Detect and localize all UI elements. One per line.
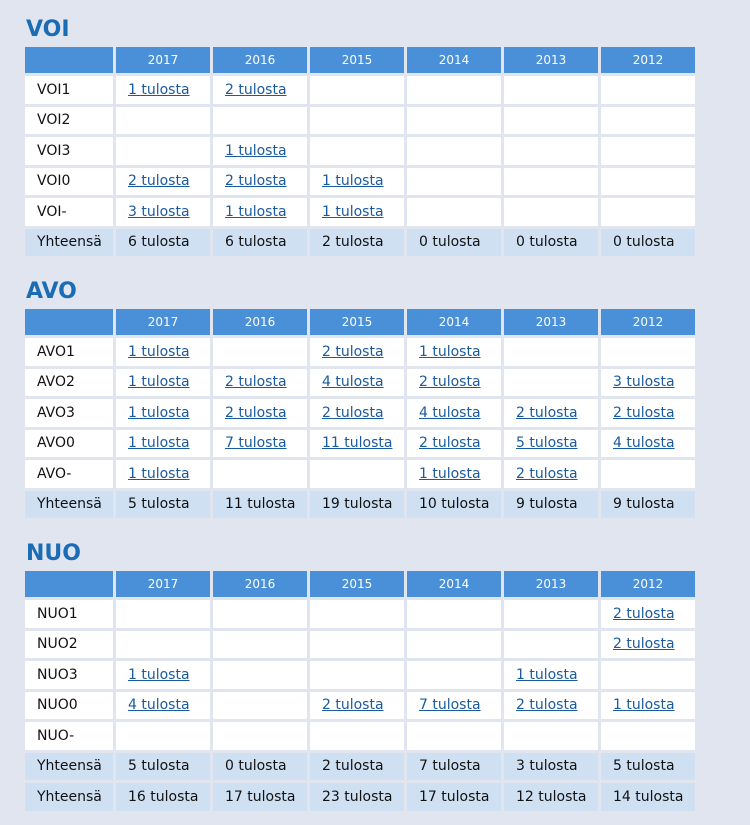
cell-2017 bbox=[116, 722, 210, 750]
cell-2013 bbox=[504, 137, 598, 165]
cell-2015 bbox=[310, 460, 404, 488]
header-row bbox=[25, 309, 695, 335]
cell-2012 bbox=[601, 137, 695, 165]
result-count-link[interactable]: 2 tulosta bbox=[322, 404, 384, 421]
result-count-link[interactable]: 2 tulosta bbox=[225, 374, 287, 391]
table-row bbox=[25, 369, 695, 397]
cell-2015 bbox=[310, 631, 404, 659]
cell-2016 bbox=[213, 338, 307, 366]
table-row bbox=[25, 661, 695, 689]
cell-2012 bbox=[601, 168, 695, 196]
row-label: AVO- bbox=[25, 460, 113, 488]
cell-2015 bbox=[310, 600, 404, 628]
table-row bbox=[25, 168, 695, 196]
cell-2013 bbox=[504, 369, 598, 397]
cell-2014: 7 tulosta bbox=[407, 753, 501, 781]
cell-2012: 14 tulosta bbox=[601, 783, 695, 811]
cell-2016: 6 tulosta bbox=[213, 229, 307, 257]
result-count-link[interactable]: 7 tulosta bbox=[225, 435, 287, 452]
table-row bbox=[25, 631, 695, 659]
cell-2017 bbox=[116, 631, 210, 659]
cell-2017 bbox=[116, 460, 210, 488]
cell-2014 bbox=[407, 722, 501, 750]
cell-2014 bbox=[407, 107, 501, 135]
table-row bbox=[25, 137, 695, 165]
cell-2015: 2 tulosta bbox=[310, 229, 404, 257]
header-row bbox=[25, 571, 695, 597]
cell-2016 bbox=[213, 430, 307, 458]
cell-2013: 0 tulosta bbox=[504, 229, 598, 257]
cell-2015 bbox=[310, 692, 404, 720]
header-corner-cell bbox=[25, 309, 113, 335]
cell-2014 bbox=[407, 76, 501, 104]
cell-2016 bbox=[213, 76, 307, 104]
results-table-voi bbox=[22, 44, 698, 259]
result-count-link[interactable]: 1 tulosta bbox=[128, 465, 190, 482]
result-count-link[interactable]: 2 tulosta bbox=[516, 697, 578, 714]
results-table-avo bbox=[22, 306, 698, 521]
cell-2017: 16 tulosta bbox=[116, 783, 210, 811]
result-count-link[interactable]: 2 tulosta bbox=[613, 636, 675, 653]
cell-2013 bbox=[504, 460, 598, 488]
table-row bbox=[25, 338, 695, 366]
cell-2014 bbox=[407, 430, 501, 458]
table-row bbox=[25, 460, 695, 488]
cell-2017 bbox=[116, 399, 210, 427]
cell-2015: 23 tulosta bbox=[310, 783, 404, 811]
cell-2017 bbox=[116, 198, 210, 226]
cell-2013 bbox=[504, 722, 598, 750]
cell-2014 bbox=[407, 692, 501, 720]
table-row bbox=[25, 399, 695, 427]
result-count-link[interactable]: 1 tulosta bbox=[419, 343, 481, 360]
cell-2017 bbox=[116, 168, 210, 196]
cell-2013 bbox=[504, 76, 598, 104]
section-title-nuo: NUO bbox=[26, 541, 81, 566]
row-label: AVO1 bbox=[25, 338, 113, 366]
cell-2012 bbox=[601, 460, 695, 488]
total-row bbox=[25, 491, 695, 519]
cell-2016 bbox=[213, 137, 307, 165]
table-row bbox=[25, 198, 695, 226]
cell-2016: 11 tulosta bbox=[213, 491, 307, 519]
row-label: VOI1 bbox=[25, 76, 113, 104]
cell-2014 bbox=[407, 369, 501, 397]
year-header-2016: 2016 bbox=[213, 47, 307, 73]
cell-2015 bbox=[310, 198, 404, 226]
table-row bbox=[25, 600, 695, 628]
cell-2014 bbox=[407, 137, 501, 165]
cell-2015 bbox=[310, 369, 404, 397]
cell-2016 bbox=[213, 692, 307, 720]
row-label: AVO0 bbox=[25, 430, 113, 458]
result-count-link[interactable]: 2 tulosta bbox=[516, 465, 578, 482]
header-corner-cell bbox=[25, 571, 113, 597]
result-count-link[interactable]: 2 tulosta bbox=[225, 404, 287, 421]
row-label: VOI0 bbox=[25, 168, 113, 196]
header-row bbox=[25, 47, 695, 73]
year-header-2014: 2014 bbox=[407, 47, 501, 73]
year-header-2015: 2015 bbox=[310, 571, 404, 597]
year-header-2016: 2016 bbox=[213, 309, 307, 335]
result-count-link[interactable]: 2 tulosta bbox=[225, 81, 287, 98]
result-count-link[interactable]: 2 tulosta bbox=[322, 697, 384, 714]
cell-2012 bbox=[601, 600, 695, 628]
row-label: VOI3 bbox=[25, 137, 113, 165]
cell-2015 bbox=[310, 661, 404, 689]
year-header-2012: 2012 bbox=[601, 571, 695, 597]
cell-2016 bbox=[213, 460, 307, 488]
cell-2015 bbox=[310, 722, 404, 750]
cell-2016 bbox=[213, 168, 307, 196]
cell-2012 bbox=[601, 76, 695, 104]
cell-2016 bbox=[213, 600, 307, 628]
result-count-link[interactable]: 1 tulosta bbox=[225, 203, 287, 220]
year-header-2013: 2013 bbox=[504, 47, 598, 73]
table-row bbox=[25, 107, 695, 135]
result-count-link[interactable]: 4 tulosta bbox=[128, 697, 190, 714]
cell-2016: 0 tulosta bbox=[213, 753, 307, 781]
cell-2013 bbox=[504, 692, 598, 720]
table-row bbox=[25, 76, 695, 104]
result-count-link[interactable]: 1 tulosta bbox=[613, 697, 675, 714]
cell-2013 bbox=[504, 399, 598, 427]
row-label: NUO- bbox=[25, 722, 113, 750]
year-header-2015: 2015 bbox=[310, 47, 404, 73]
cell-2013 bbox=[504, 198, 598, 226]
cell-2017 bbox=[116, 692, 210, 720]
results-table-nuo bbox=[22, 568, 698, 814]
cell-2012 bbox=[601, 399, 695, 427]
year-header-2016: 2016 bbox=[213, 571, 307, 597]
result-count-link[interactable]: 1 tulosta bbox=[322, 203, 384, 220]
year-header-2012: 2012 bbox=[601, 47, 695, 73]
cell-2013 bbox=[504, 430, 598, 458]
cell-2016 bbox=[213, 107, 307, 135]
result-count-link[interactable]: 3 tulosta bbox=[128, 203, 190, 220]
cell-2013 bbox=[504, 168, 598, 196]
cell-2015 bbox=[310, 76, 404, 104]
result-count-link[interactable]: 1 tulosta bbox=[225, 142, 287, 159]
cell-2012 bbox=[601, 722, 695, 750]
result-count-link[interactable]: 2 tulosta bbox=[419, 374, 481, 391]
cell-2015: 19 tulosta bbox=[310, 491, 404, 519]
cell-2015 bbox=[310, 430, 404, 458]
cell-2015 bbox=[310, 107, 404, 135]
result-count-link[interactable]: 11 tulosta bbox=[322, 435, 393, 452]
year-header-2013: 2013 bbox=[504, 571, 598, 597]
row-label: NUO3 bbox=[25, 661, 113, 689]
cell-2014 bbox=[407, 168, 501, 196]
cell-2012: 5 tulosta bbox=[601, 753, 695, 781]
row-label: NUO2 bbox=[25, 631, 113, 659]
table-row bbox=[25, 692, 695, 720]
year-header-2014: 2014 bbox=[407, 309, 501, 335]
cell-2012 bbox=[601, 198, 695, 226]
cell-2016: 17 tulosta bbox=[213, 783, 307, 811]
cell-2016 bbox=[213, 198, 307, 226]
result-count-link[interactable]: 1 tulosta bbox=[128, 343, 190, 360]
result-count-link[interactable]: 1 tulosta bbox=[128, 435, 190, 452]
total-row bbox=[25, 783, 695, 811]
cell-2017 bbox=[116, 369, 210, 397]
cell-2012 bbox=[601, 430, 695, 458]
cell-2014 bbox=[407, 661, 501, 689]
result-count-link[interactable]: 1 tulosta bbox=[128, 81, 190, 98]
section-title-voi: VOI bbox=[26, 17, 70, 42]
result-count-link[interactable]: 5 tulosta bbox=[516, 435, 578, 452]
result-count-link[interactable]: 4 tulosta bbox=[419, 404, 481, 421]
cell-2012 bbox=[601, 338, 695, 366]
result-count-link[interactable]: 2 tulosta bbox=[613, 605, 675, 622]
cell-2014 bbox=[407, 198, 501, 226]
year-header-2017: 2017 bbox=[116, 571, 210, 597]
cell-2015 bbox=[310, 137, 404, 165]
result-count-link[interactable]: 2 tulosta bbox=[419, 435, 481, 452]
cell-2017 bbox=[116, 430, 210, 458]
cell-2017 bbox=[116, 600, 210, 628]
cell-2015: 2 tulosta bbox=[310, 753, 404, 781]
cell-2017 bbox=[116, 137, 210, 165]
cell-2014: 10 tulosta bbox=[407, 491, 501, 519]
row-label: VOI2 bbox=[25, 107, 113, 135]
cell-2013 bbox=[504, 338, 598, 366]
year-header-2015: 2015 bbox=[310, 309, 404, 335]
cell-2014 bbox=[407, 600, 501, 628]
total-row bbox=[25, 753, 695, 781]
result-count-link[interactable]: 1 tulosta bbox=[128, 374, 190, 391]
cell-2014: 17 tulosta bbox=[407, 783, 501, 811]
result-count-link[interactable]: 7 tulosta bbox=[419, 697, 481, 714]
result-count-link[interactable]: 2 tulosta bbox=[225, 173, 287, 190]
result-count-link[interactable]: 2 tulosta bbox=[128, 173, 190, 190]
year-header-2012: 2012 bbox=[601, 309, 695, 335]
cell-2016 bbox=[213, 399, 307, 427]
cell-2013: 9 tulosta bbox=[504, 491, 598, 519]
cell-2017 bbox=[116, 661, 210, 689]
total-label: Yhteensä bbox=[25, 753, 113, 781]
cell-2017 bbox=[116, 338, 210, 366]
total-label: Yhteensä bbox=[25, 229, 113, 257]
cell-2012: 0 tulosta bbox=[601, 229, 695, 257]
cell-2013 bbox=[504, 107, 598, 135]
result-count-link[interactable]: 1 tulosta bbox=[516, 666, 578, 683]
row-label: NUO0 bbox=[25, 692, 113, 720]
year-header-2017: 2017 bbox=[116, 47, 210, 73]
section-title-avo: AVO bbox=[26, 279, 77, 304]
cell-2017: 5 tulosta bbox=[116, 753, 210, 781]
year-header-2017: 2017 bbox=[116, 309, 210, 335]
cell-2012 bbox=[601, 661, 695, 689]
cell-2015 bbox=[310, 168, 404, 196]
total-label: Yhteensä bbox=[25, 491, 113, 519]
result-count-link[interactable]: 2 tulosta bbox=[322, 343, 384, 360]
result-count-link[interactable]: 4 tulosta bbox=[322, 374, 384, 391]
cell-2013 bbox=[504, 600, 598, 628]
cell-2012 bbox=[601, 692, 695, 720]
result-count-link[interactable]: 1 tulosta bbox=[419, 465, 481, 482]
cell-2014 bbox=[407, 399, 501, 427]
cell-2014 bbox=[407, 338, 501, 366]
year-header-2014: 2014 bbox=[407, 571, 501, 597]
table-row bbox=[25, 722, 695, 750]
result-count-link[interactable]: 2 tulosta bbox=[613, 404, 675, 421]
cell-2016 bbox=[213, 722, 307, 750]
result-count-link[interactable]: 1 tulosta bbox=[322, 173, 384, 190]
row-label: AVO3 bbox=[25, 399, 113, 427]
year-header-2013: 2013 bbox=[504, 309, 598, 335]
cell-2014: 0 tulosta bbox=[407, 229, 501, 257]
header-corner-cell bbox=[25, 47, 113, 73]
row-label: VOI- bbox=[25, 198, 113, 226]
cell-2017: 6 tulosta bbox=[116, 229, 210, 257]
cell-2013: 3 tulosta bbox=[504, 753, 598, 781]
result-count-link[interactable]: 4 tulosta bbox=[613, 435, 675, 452]
cell-2017 bbox=[116, 107, 210, 135]
total-row bbox=[25, 229, 695, 257]
total-label: Yhteensä bbox=[25, 783, 113, 811]
cell-2014 bbox=[407, 460, 501, 488]
cell-2013: 12 tulosta bbox=[504, 783, 598, 811]
cell-2015 bbox=[310, 338, 404, 366]
cell-2012 bbox=[601, 107, 695, 135]
cell-2016 bbox=[213, 369, 307, 397]
cell-2017 bbox=[116, 76, 210, 104]
cell-2013 bbox=[504, 631, 598, 659]
cell-2015 bbox=[310, 399, 404, 427]
result-count-link[interactable]: 1 tulosta bbox=[128, 666, 190, 683]
result-count-link[interactable]: 1 tulosta bbox=[128, 404, 190, 421]
cell-2012 bbox=[601, 631, 695, 659]
cell-2012 bbox=[601, 369, 695, 397]
row-label: NUO1 bbox=[25, 600, 113, 628]
cell-2013 bbox=[504, 661, 598, 689]
cell-2016 bbox=[213, 631, 307, 659]
cell-2014 bbox=[407, 631, 501, 659]
result-count-link[interactable]: 2 tulosta bbox=[516, 404, 578, 421]
table-row bbox=[25, 430, 695, 458]
cell-2012: 9 tulosta bbox=[601, 491, 695, 519]
cell-2017: 5 tulosta bbox=[116, 491, 210, 519]
row-label: AVO2 bbox=[25, 369, 113, 397]
result-count-link[interactable]: 3 tulosta bbox=[613, 374, 675, 391]
cell-2016 bbox=[213, 661, 307, 689]
